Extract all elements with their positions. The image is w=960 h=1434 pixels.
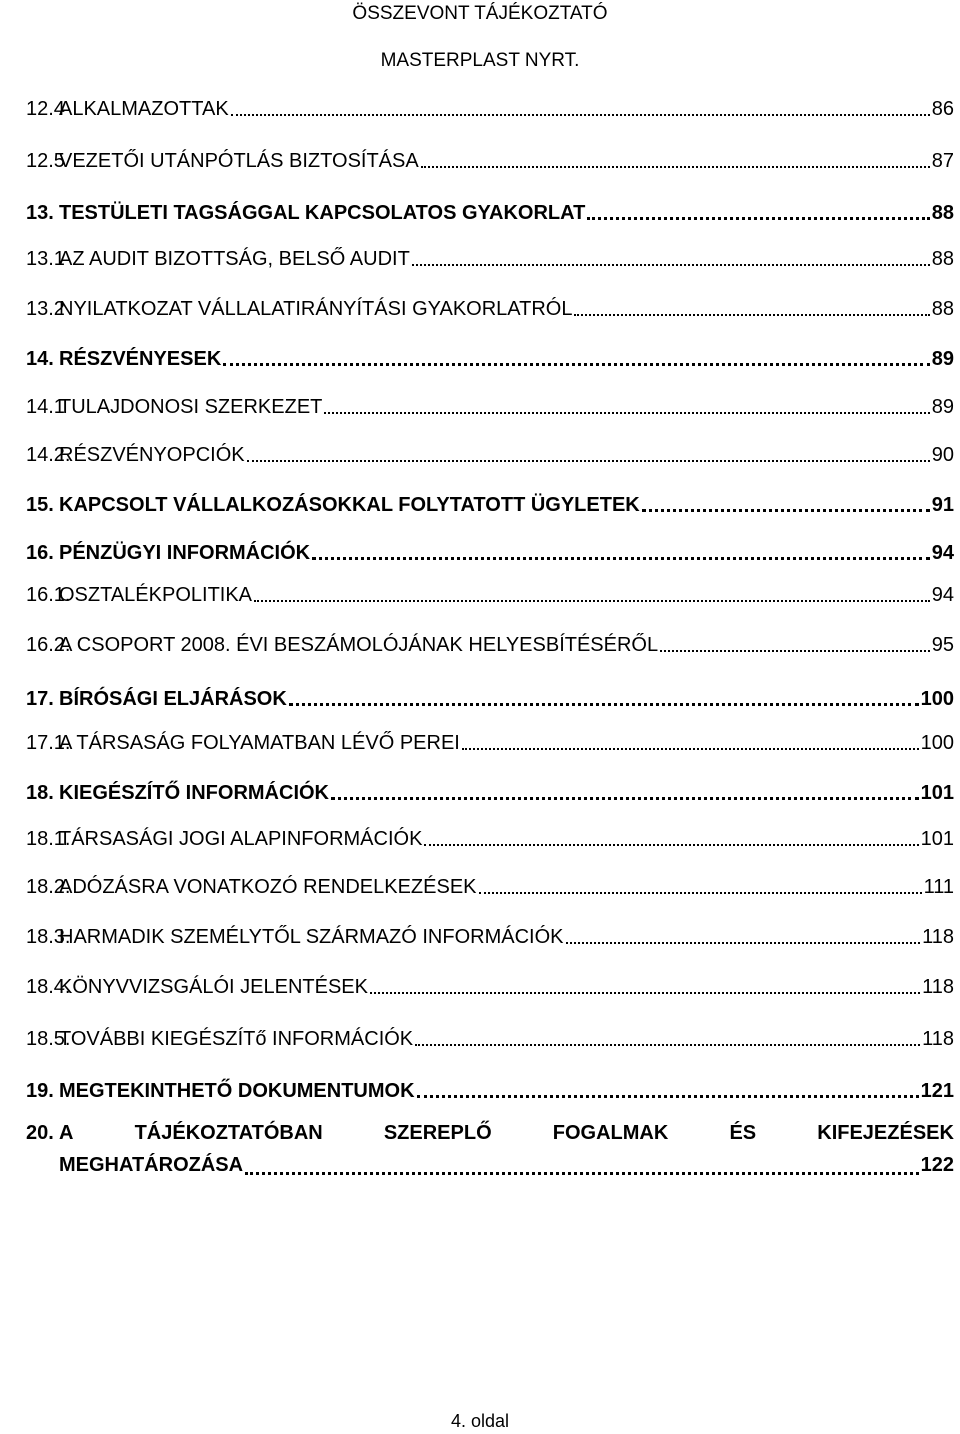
toc-title: TOVÁBBI KIEGÉSZÍTő INFORMÁCIÓK <box>59 1028 414 1050</box>
toc-title: OSZTALÉKPOLITIKA <box>59 584 253 606</box>
toc-page-number: 121 <box>920 1080 954 1102</box>
toc-page-number: 118 <box>922 1028 954 1050</box>
toc-title-word: KIFEJEZÉSEK <box>817 1122 954 1144</box>
toc-number: 20. <box>26 1122 54 1144</box>
toc-number: 16. <box>26 542 54 564</box>
toc-page-number: 90 <box>931 444 954 466</box>
toc-page-number: 86 <box>931 98 954 120</box>
toc-entry[interactable] <box>26 778 954 806</box>
toc-page-number: 111 <box>923 876 954 898</box>
toc-title: NYILATKOZAT VÁLLALATIRÁNYÍTÁSI GYAKORLATRÓL <box>59 298 573 320</box>
toc-leader-dots <box>289 689 919 706</box>
toc-page-number: 118 <box>922 926 954 948</box>
toc-leader-dots <box>660 636 930 652</box>
toc-number: 18. <box>26 782 54 804</box>
toc-number: 17.1. <box>26 732 71 754</box>
toc-title-word: ÉS <box>729 1122 757 1144</box>
toc-title: KAPCSOLT VÁLLALKOZÁSOKKAL FOLYTATOTT ÜGYLETEK <box>59 494 640 516</box>
document-title: ÖSSZEVONT TÁJÉKOZTATÓ <box>352 3 608 24</box>
toc-title: KIEGÉSZÍTŐ INFORMÁCIÓK <box>59 782 329 804</box>
company-name: MASTERPLAST NYRT. <box>380 50 580 71</box>
toc-number: 14.2. <box>26 444 71 466</box>
toc-page-number: 89 <box>931 348 954 370</box>
toc-leader-dots <box>231 100 930 116</box>
toc-number: 14.1 <box>26 396 65 418</box>
toc-title: ADÓZÁSRA VONATKOZÓ RENDELKEZÉSEK <box>59 876 477 898</box>
toc-number: 18.4. <box>26 976 71 998</box>
toc-number: 12.5 <box>26 150 65 172</box>
toc-title: MEGTEKINTHETŐ DOKUMENTUMOK <box>59 1080 415 1102</box>
toc-title: VEZETŐI UTÁNPÓTLÁS BIZTOSÍTÁSA <box>59 150 419 172</box>
toc-number: 16.2. <box>26 634 71 656</box>
toc-entry[interactable] <box>26 490 954 518</box>
toc-page-number: 88 <box>931 298 954 320</box>
toc-entry[interactable] <box>26 344 954 372</box>
toc-entry-20[interactable] <box>26 1117 954 1181</box>
toc-number: 14. <box>26 348 54 370</box>
toc-title: KÖNYVVIZSGÁLÓI JELENTÉSEK <box>59 976 368 998</box>
toc-leader-dots <box>566 928 921 944</box>
toc-page-number: 118 <box>922 976 954 998</box>
toc-leader-dots <box>223 349 929 366</box>
toc-number: 18.2. <box>26 876 71 898</box>
toc-number: 15. <box>26 494 54 516</box>
toc-page-number: 91 <box>931 494 954 516</box>
toc-title: TÁRSASÁGI JOGI ALAPINFORMÁCIÓK <box>59 828 423 850</box>
toc-title-word: TÁJÉKOZTATÓBAN <box>134 1122 323 1144</box>
toc-leader-dots <box>245 1158 919 1175</box>
toc-page-number: 101 <box>920 828 954 850</box>
toc-entry[interactable] <box>26 198 954 226</box>
toc-entry[interactable] <box>26 684 954 712</box>
toc-page-number: 94 <box>931 584 954 606</box>
toc-title: RÉSZVÉNYESEK <box>59 348 222 370</box>
toc-title-word: SZEREPLŐ <box>383 1122 492 1144</box>
toc-title: RÉSZVÉNYOPCIÓK <box>59 444 245 466</box>
toc-leader-dots <box>312 543 930 560</box>
toc-page-number: 122 <box>920 1154 954 1176</box>
toc-title: TULAJDONOSI SZERKEZET <box>59 396 323 418</box>
toc-leader-dots <box>587 203 929 220</box>
toc-page-number: 88 <box>931 202 954 224</box>
toc-page-number: 87 <box>931 150 954 172</box>
toc-entry[interactable] <box>26 392 954 420</box>
toc-title: PÉNZÜGYI INFORMÁCIÓK <box>59 542 311 564</box>
toc-leader-dots <box>331 783 919 800</box>
toc-number: 12.4 <box>26 98 65 120</box>
toc-page-number: 100 <box>920 732 954 754</box>
toc-leader-dots <box>642 495 930 512</box>
toc-title-word: A <box>59 1122 74 1144</box>
toc-page-number: 89 <box>931 396 954 418</box>
toc-title: TESTÜLETI TAGSÁGGAL KAPCSOLATOS GYAKORLAT <box>59 202 586 224</box>
toc-entry[interactable] <box>26 440 954 468</box>
toc-entry[interactable] <box>26 94 954 122</box>
toc-leader-dots <box>247 446 930 462</box>
toc-title: A TÁRSASÁG FOLYAMATBAN LÉVŐ PEREI <box>59 732 460 754</box>
toc-number: 17. <box>26 688 54 710</box>
toc-leader-dots <box>421 152 930 168</box>
toc-entry[interactable] <box>26 294 954 322</box>
toc-leader-dots <box>415 1030 920 1046</box>
toc-entry[interactable] <box>26 972 954 1000</box>
toc-entry[interactable] <box>26 538 954 566</box>
page-number-footer: 4. oldal <box>450 1411 510 1431</box>
toc-number: 19. <box>26 1080 54 1102</box>
toc-entry[interactable] <box>26 1076 954 1104</box>
toc-title: A CSOPORT 2008. ÉVI BESZÁMOLÓJÁNAK HELYESBÍTÉSÉRŐL <box>59 634 659 656</box>
toc-number: 16.1. <box>26 584 71 606</box>
toc-number: 18.5. <box>26 1028 71 1050</box>
toc-entry[interactable] <box>26 728 954 756</box>
toc-leader-dots <box>417 1081 919 1098</box>
toc-title: BÍRÓSÁGI ELJÁRÁSOK <box>59 688 287 710</box>
toc-page-number: 88 <box>931 248 954 270</box>
toc-page-number: 100 <box>920 688 954 710</box>
toc-entry[interactable] <box>26 580 954 608</box>
toc-title-word: FOGALMAK <box>552 1122 669 1144</box>
toc-leader-dots <box>254 586 930 602</box>
toc-entry[interactable] <box>26 244 954 272</box>
toc-leader-dots <box>412 250 930 266</box>
toc-entry[interactable] <box>26 146 954 174</box>
toc-leader-dots <box>424 830 918 846</box>
toc-number: 13. <box>26 202 54 224</box>
toc-title: HARMADIK SZEMÉLYTŐL SZÁRMAZÓ INFORMÁCIÓK <box>59 926 564 948</box>
toc-number: 18.3. <box>26 926 71 948</box>
toc-page-number: 95 <box>931 634 954 656</box>
toc-page-number: 94 <box>931 542 954 564</box>
toc-title: ALKALMAZOTTAK <box>59 98 229 120</box>
toc-entry[interactable] <box>26 630 954 658</box>
toc-page-number: 101 <box>920 782 954 804</box>
toc-entry[interactable] <box>26 922 954 950</box>
toc-number: 13.2 <box>26 298 65 320</box>
toc-leader-dots <box>479 878 922 894</box>
toc-title-line2: MEGHATÁROZÁSA <box>59 1154 244 1176</box>
toc-leader-dots <box>324 398 929 414</box>
toc-entry[interactable] <box>26 872 954 900</box>
toc-number: 18.1. <box>26 828 71 850</box>
toc-leader-dots <box>574 300 929 316</box>
toc-leader-dots <box>462 734 919 750</box>
toc-leader-dots <box>370 978 920 994</box>
toc-number: 13.1 <box>26 248 65 270</box>
toc-entry[interactable] <box>26 824 954 852</box>
toc-entry[interactable] <box>26 1024 954 1052</box>
toc-title-line1 <box>59 1117 954 1149</box>
toc-title: AZ AUDIT BIZOTTSÁG, BELSŐ AUDIT <box>59 248 410 270</box>
